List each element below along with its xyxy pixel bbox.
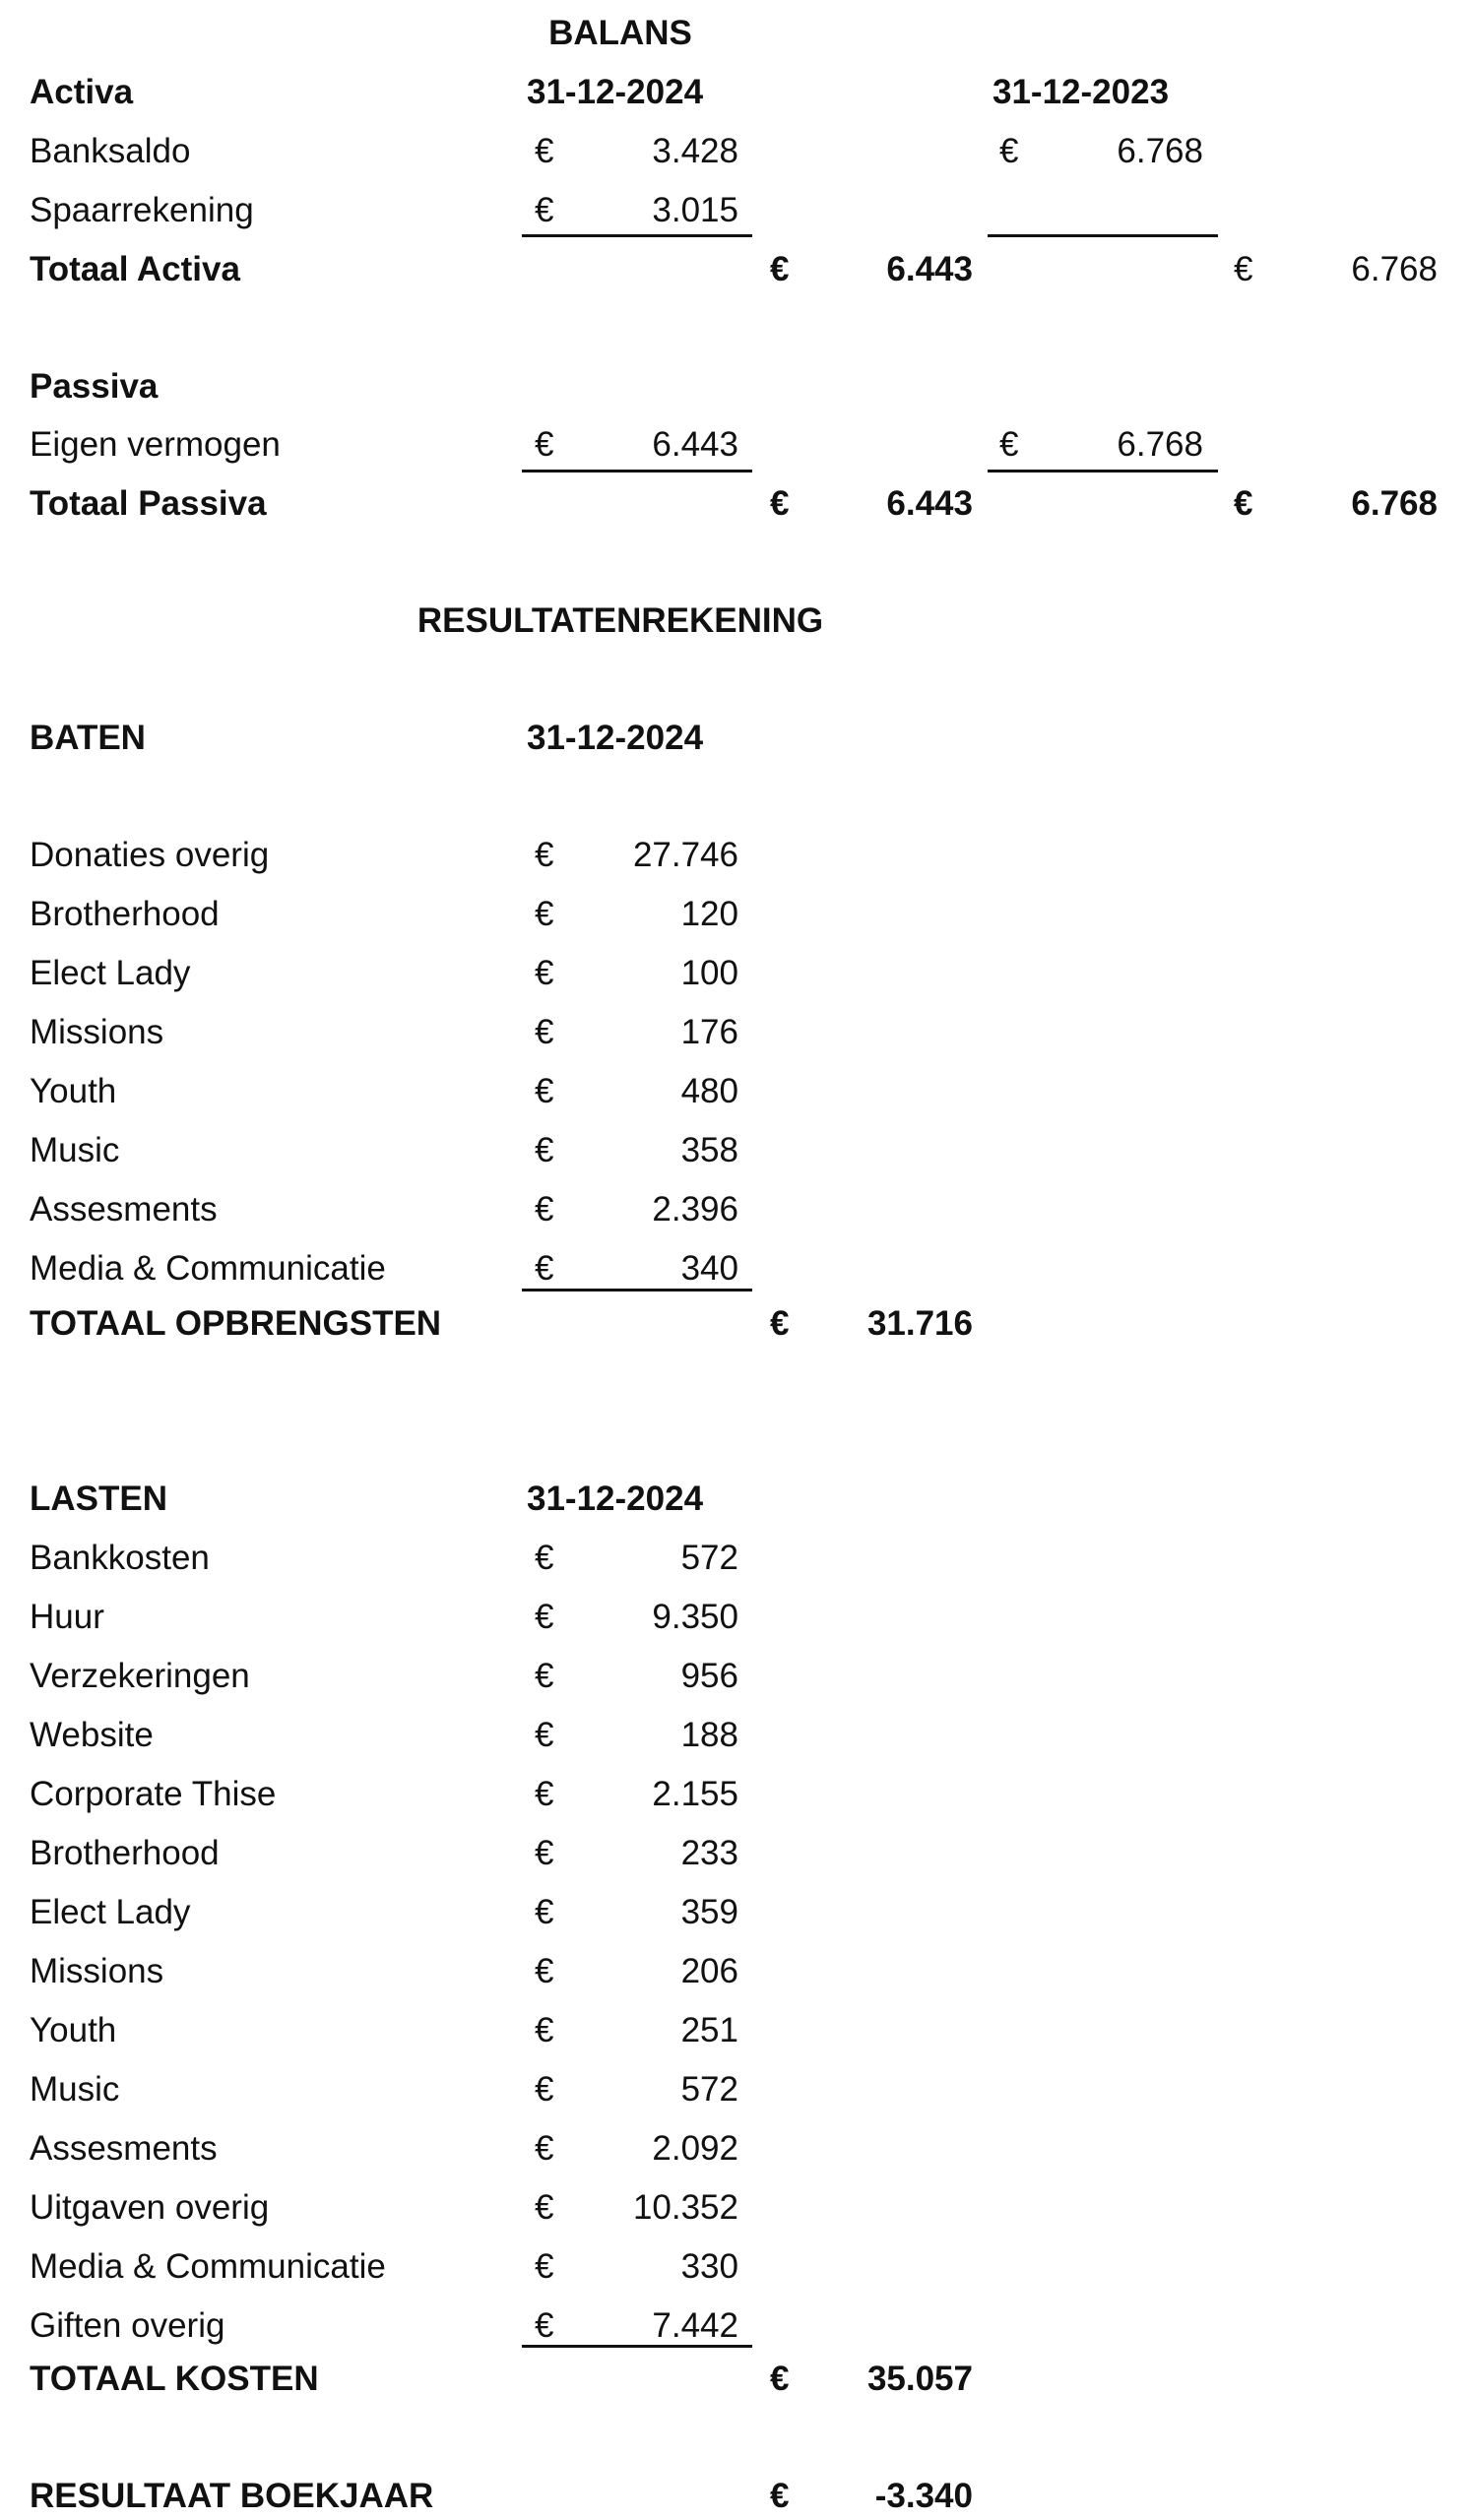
currency-symbol: € <box>535 1131 554 1169</box>
lasten-row-label: Huur <box>30 1598 104 1636</box>
activa-total-2024: 6.443 <box>886 250 973 288</box>
passiva-row-label: Eigen vermogen <box>30 425 281 464</box>
lasten-row-label: Assesments <box>30 2129 218 2168</box>
passiva-row-value-2024: 6.443 <box>652 425 738 464</box>
passiva-total-2024: 6.443 <box>886 484 973 523</box>
currency-symbol: € <box>535 191 554 229</box>
baten-row-label: Elect Lady <box>30 954 191 992</box>
currency-symbol: € <box>535 1834 554 1872</box>
activa-col-2024: 31-12-2024 <box>527 73 704 111</box>
baten-heading: BATEN <box>30 719 146 757</box>
currency-symbol: € <box>535 836 554 874</box>
activa-total-2023: 6.768 <box>1351 250 1438 288</box>
lasten-row-label: Elect Lady <box>30 1893 191 1931</box>
currency-symbol: € <box>535 954 554 992</box>
currency-symbol: € <box>535 1775 554 1813</box>
lasten-row-value: 251 <box>680 2011 738 2049</box>
baten-row-label: Youth <box>30 1072 117 1110</box>
resultaten-title: RESULTATENREKENING <box>416 601 824 640</box>
lasten-row-label: Giften overig <box>30 2306 225 2345</box>
baten-row-value: 340 <box>680 1249 738 1288</box>
currency-symbol: € <box>999 425 1019 464</box>
passiva-heading: Passiva <box>30 367 159 406</box>
lasten-row-label: Verzekeringen <box>30 1657 250 1695</box>
lasten-row-value: 330 <box>680 2247 738 2286</box>
baten-col-2024: 31-12-2024 <box>527 719 704 757</box>
baten-row-label: Donaties overig <box>30 836 270 874</box>
currency-symbol: € <box>999 132 1019 170</box>
currency-symbol: € <box>535 2011 554 2049</box>
lasten-row-value: 2.155 <box>652 1775 738 1813</box>
lasten-row-label: Media & Communicatie <box>30 2247 386 2286</box>
currency-symbol: € <box>770 250 790 288</box>
activa-row-label: Banksaldo <box>30 132 191 170</box>
activa-row-label: Spaarrekening <box>30 191 254 229</box>
subtotal-rule <box>988 234 1218 237</box>
baten-total-label: TOTAAL OPBRENGSTEN <box>30 1304 442 1343</box>
currency-symbol: € <box>535 1657 554 1695</box>
subtotal-rule <box>522 470 752 472</box>
baten-row-value: 480 <box>680 1072 738 1110</box>
balans-title: BALANS <box>548 14 692 52</box>
lasten-col-2024: 31-12-2024 <box>527 1480 704 1518</box>
currency-symbol: € <box>1234 484 1253 523</box>
lasten-row-label: Website <box>30 1716 154 1754</box>
baten-row-label: Brotherhood <box>30 895 220 933</box>
lasten-row-value: 206 <box>680 1952 738 1990</box>
passiva-total-2023: 6.768 <box>1351 484 1438 523</box>
lasten-row-value: 956 <box>680 1657 738 1695</box>
baten-row-label: Music <box>30 1131 120 1169</box>
subtotal-rule <box>522 1289 752 1292</box>
lasten-row-label: Missions <box>30 1952 164 1990</box>
currency-symbol: € <box>535 2070 554 2109</box>
lasten-row-value: 572 <box>680 1539 738 1577</box>
activa-row-value-2024: 3.428 <box>652 132 738 170</box>
currency-symbol: € <box>770 2360 790 2398</box>
currency-symbol: € <box>535 1249 554 1288</box>
lasten-row-value: 233 <box>680 1834 738 1872</box>
currency-symbol: € <box>770 1304 790 1343</box>
passiva-total-label: Totaal Passiva <box>30 484 267 523</box>
lasten-row-value: 7.442 <box>652 2306 738 2345</box>
activa-heading: Activa <box>30 73 134 111</box>
currency-symbol: € <box>535 2129 554 2168</box>
lasten-row-value: 10.352 <box>632 2188 738 2227</box>
baten-row-value: 358 <box>680 1131 738 1169</box>
currency-symbol: € <box>535 1072 554 1110</box>
lasten-total-value: 35.057 <box>866 2360 973 2398</box>
currency-symbol: € <box>535 425 554 464</box>
baten-row-label: Assesments <box>30 1190 218 1228</box>
currency-symbol: € <box>535 1893 554 1931</box>
lasten-row-label: Corporate Thise <box>30 1775 277 1813</box>
subtotal-rule <box>522 234 752 237</box>
currency-symbol: € <box>535 2188 554 2227</box>
subtotal-rule <box>988 470 1218 472</box>
baten-row-label: Missions <box>30 1013 164 1051</box>
lasten-heading: LASTEN <box>30 1480 167 1518</box>
currency-symbol: € <box>770 2477 790 2515</box>
lasten-row-label: Bankkosten <box>30 1539 210 1577</box>
lasten-total-label: TOTAAL KOSTEN <box>30 2360 319 2398</box>
lasten-row-value: 2.092 <box>652 2129 738 2168</box>
subtotal-rule <box>522 2345 752 2348</box>
baten-row-value: 100 <box>680 954 738 992</box>
currency-symbol: € <box>535 895 554 933</box>
lasten-row-value: 572 <box>680 2070 738 2109</box>
lasten-row-label: Youth <box>30 2011 117 2049</box>
currency-symbol: € <box>770 484 790 523</box>
currency-symbol: € <box>535 1190 554 1228</box>
currency-symbol: € <box>535 2306 554 2345</box>
resultaat-value: -3.340 <box>874 2477 973 2515</box>
activa-col-2023: 31-12-2023 <box>993 73 1170 111</box>
resultaat-label: RESULTAAT BOEKJAAR <box>30 2477 434 2515</box>
baten-row-label: Media & Communicatie <box>30 1249 386 1288</box>
currency-symbol: € <box>535 2247 554 2286</box>
baten-row-value: 120 <box>680 895 738 933</box>
lasten-row-label: Uitgaven overig <box>30 2188 270 2227</box>
baten-row-value: 2.396 <box>652 1190 738 1228</box>
passiva-row-value-2023: 6.768 <box>1117 425 1203 464</box>
lasten-row-label: Brotherhood <box>30 1834 220 1872</box>
activa-row-value-2023: 6.768 <box>1117 132 1203 170</box>
baten-row-value: 176 <box>680 1013 738 1051</box>
currency-symbol: € <box>535 1952 554 1990</box>
baten-row-value: 27.746 <box>632 836 738 874</box>
currency-symbol: € <box>535 1598 554 1636</box>
currency-symbol: € <box>535 1539 554 1577</box>
currency-symbol: € <box>535 132 554 170</box>
lasten-row-value: 9.350 <box>652 1598 738 1636</box>
lasten-row-label: Music <box>30 2070 120 2109</box>
lasten-row-value: 359 <box>680 1893 738 1931</box>
currency-symbol: € <box>1234 250 1253 288</box>
currency-symbol: € <box>535 1716 554 1754</box>
lasten-row-value: 188 <box>680 1716 738 1754</box>
activa-row-value-2024: 3.015 <box>652 191 738 229</box>
currency-symbol: € <box>535 1013 554 1051</box>
activa-total-label: Totaal Activa <box>30 250 240 288</box>
baten-total-value: 31.716 <box>866 1304 973 1343</box>
